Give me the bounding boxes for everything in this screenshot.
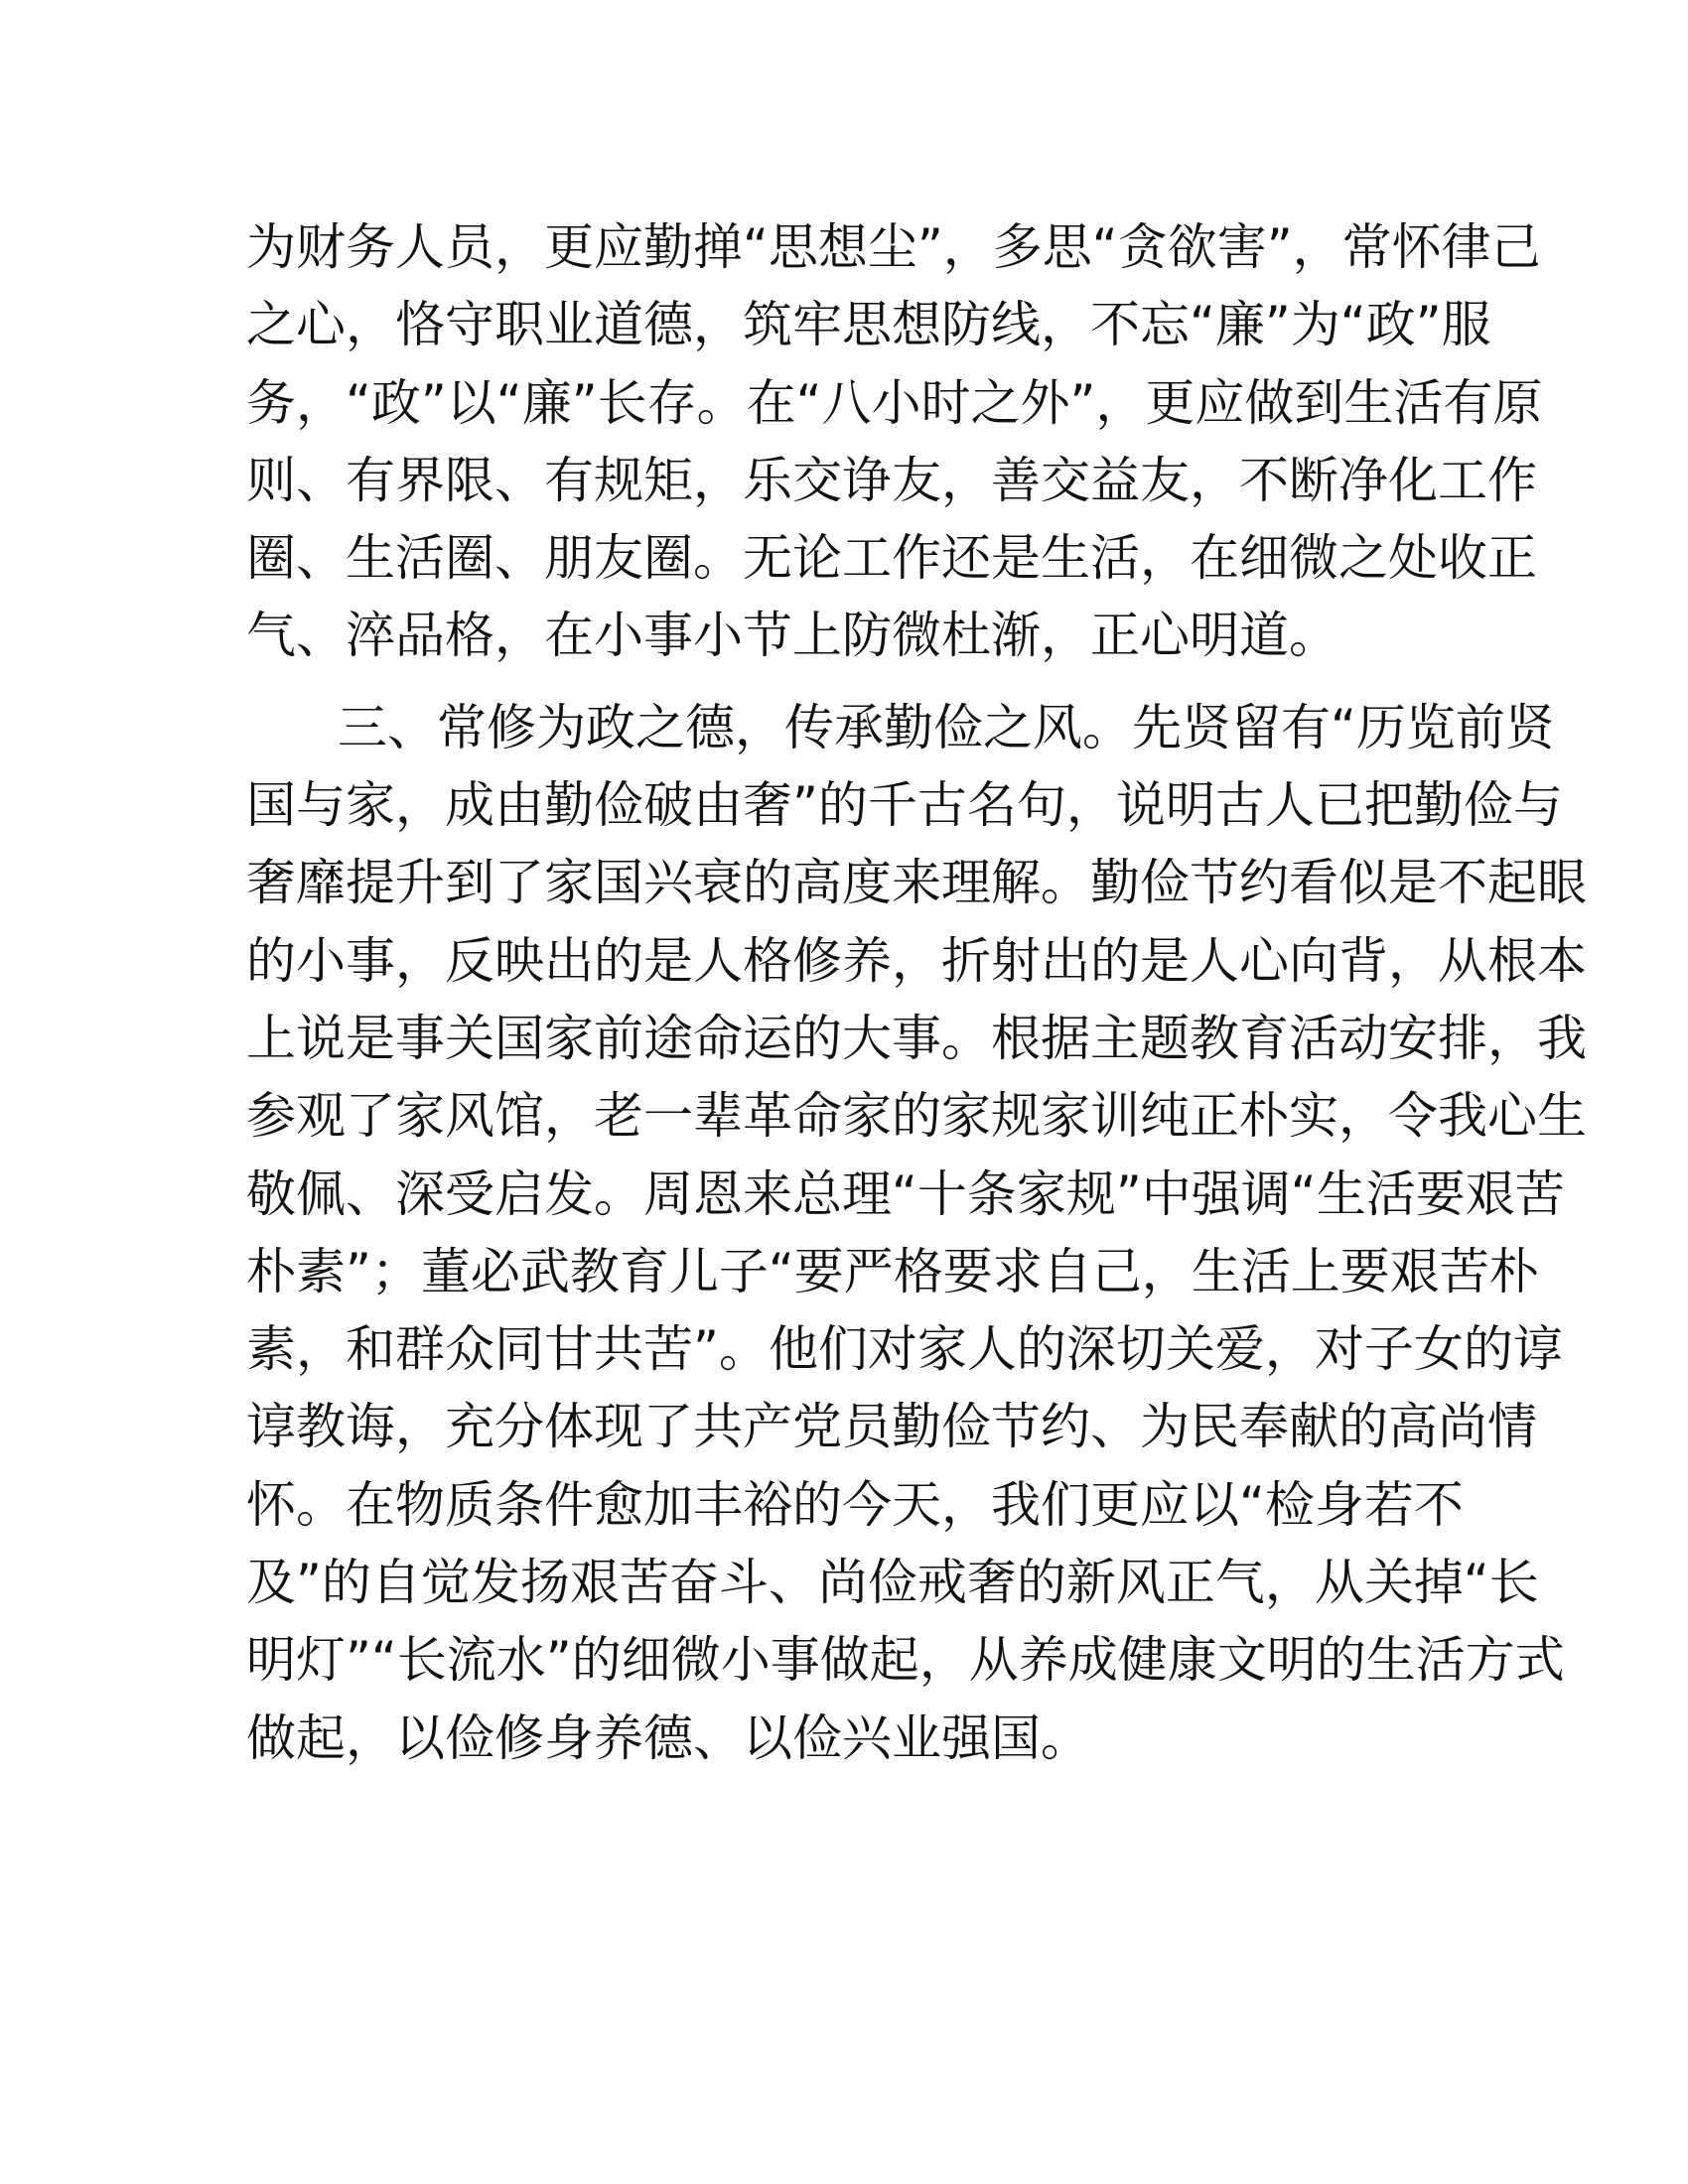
text-line: 气、淬品格，在小事小节上防微杜渐，正心明道。 bbox=[246, 607, 1338, 665]
text-line: 谆教诲，充分体现了共产党员勤俭节约、为民奉献的高尚情 bbox=[246, 1398, 1537, 1456]
text-line: 为财务人员，更应勤掸“思想尘”，多思“贪欲害”，常怀律己 bbox=[246, 218, 1541, 276]
text-line: 素，和群众同甘共苦”。他们对家人的深切关爱，对子女的谆 bbox=[246, 1320, 1563, 1379]
text-line: 做起，以俭修身养德、以俭兴业强国。 bbox=[246, 1708, 1090, 1767]
text-line: 明灯”“长流水”的细微小事做起，从养成健康文明的生活方式 bbox=[246, 1631, 1565, 1690]
text-line: 及”的自觉发扬艰苦奋斗、尚俭戒奢的新风正气，从关掉“长 bbox=[246, 1554, 1539, 1612]
text-line: 三、常修为政之德，传承勤俭之风。先贤留有“历览前贤 bbox=[338, 698, 1555, 756]
text-line: 敬佩、深受启发。周恩来总理“十条家规”中强调“生活要艰苦 bbox=[246, 1164, 1565, 1223]
text-line: 奢靡提升到了家国兴衰的高度来理解。勤俭节约看似是不起眼 bbox=[246, 854, 1587, 912]
paragraph-section-three bbox=[246, 689, 1587, 1777]
text-line: 上说是事关国家前途命运的大事。根据主题教育活动安排，我 bbox=[246, 1009, 1587, 1067]
document-body bbox=[246, 208, 1587, 1777]
paragraph-financial-integrity bbox=[246, 208, 1543, 675]
text-line: 圈、生活圈、朋友圈。无论工作还是生活，在细微之处收正 bbox=[246, 529, 1537, 588]
text-line: 朴素”；董必武教育儿子“要严格要求自己，生活上要艰苦朴 bbox=[246, 1242, 1539, 1300]
text-line: 务，“政”以“廉”长存。在“八小时之外”，更应做到生活有原 bbox=[246, 373, 1543, 432]
text-line: 参观了家风馆，老一辈革命家的家规家训纯正朴实，令我心生 bbox=[246, 1087, 1587, 1146]
text-line: 则、有界限、有规矩，乐交诤友，善交益友，不断净化工作 bbox=[246, 451, 1537, 509]
text-line: 之心，恪守职业道德，筑牢思想防线，不忘“廉”为“政”服 bbox=[246, 296, 1491, 354]
text-line: 的小事，反映出的是人格修养，折射出的是人心向背，从根本 bbox=[246, 931, 1587, 990]
text-line: 怀。在物质条件愈加丰裕的今天，我们更应以“检身若不 bbox=[246, 1475, 1464, 1534]
text-line: 国与家，成由勤俭破由奢”的千古名句，说明古人已把勤俭与 bbox=[246, 776, 1563, 835]
